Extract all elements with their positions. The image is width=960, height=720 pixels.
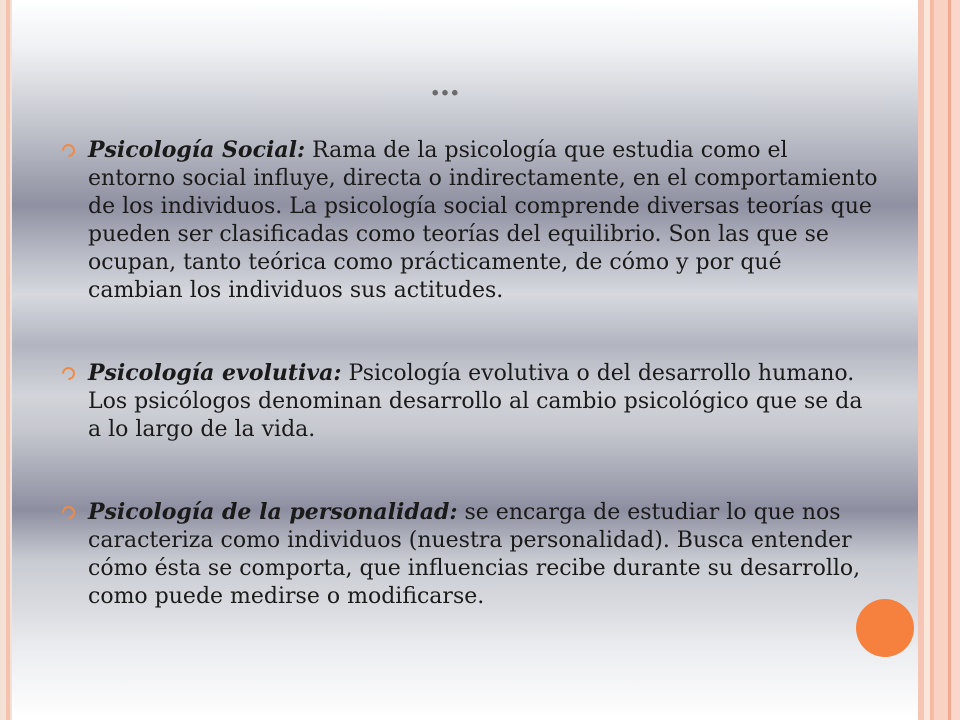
right-decorative-band xyxy=(951,0,960,720)
bullet-ring-icon xyxy=(59,364,77,382)
decorative-orange-circle xyxy=(856,599,914,657)
left-accent-stripe xyxy=(6,0,10,720)
bullet-ring-icon xyxy=(59,141,77,159)
bullet-item-psicologia-evolutiva xyxy=(60,359,880,444)
bullet-text: se encarga de estudiar lo que nos caracteriza como individuos (nuestra personalidad). Busca entender cómo ésta se comporta, que influencias recibe durante su desarrollo, como puede medirse o modificarse. xyxy=(88,500,861,609)
bullet-list xyxy=(60,136,880,611)
bullet-term: Psicología Social: xyxy=(88,137,306,163)
bullet-term: Psicología evolutiva: xyxy=(88,360,342,386)
bullet-item-psicologia-personalidad xyxy=(60,498,880,611)
bullet-ring-icon xyxy=(59,503,77,521)
bullet-item-psicologia-social xyxy=(60,136,880,305)
bullet-term: Psicología de la personalidad: xyxy=(88,499,458,525)
slide-title: … xyxy=(430,68,462,103)
right-decorative-band xyxy=(934,0,948,720)
bullet-text: Psicología evolutiva o del desarrollo humano. Los psicólogos denominan desarrollo al cambio psicológico que se da a lo largo de la vida. xyxy=(88,361,863,442)
bullet-text: Rama de la psicología que estudia como el entorno social influye, directa o indirectamente, en el comportamiento de los individuos. La psicología social comprende diversas teorías que pueden ser clasificadas como teorías del equilibrio. Son las que se ocupan, tanto teórica como prácticamente, de cómo y por qué cambian los individuos sus actitudes. xyxy=(88,138,878,303)
